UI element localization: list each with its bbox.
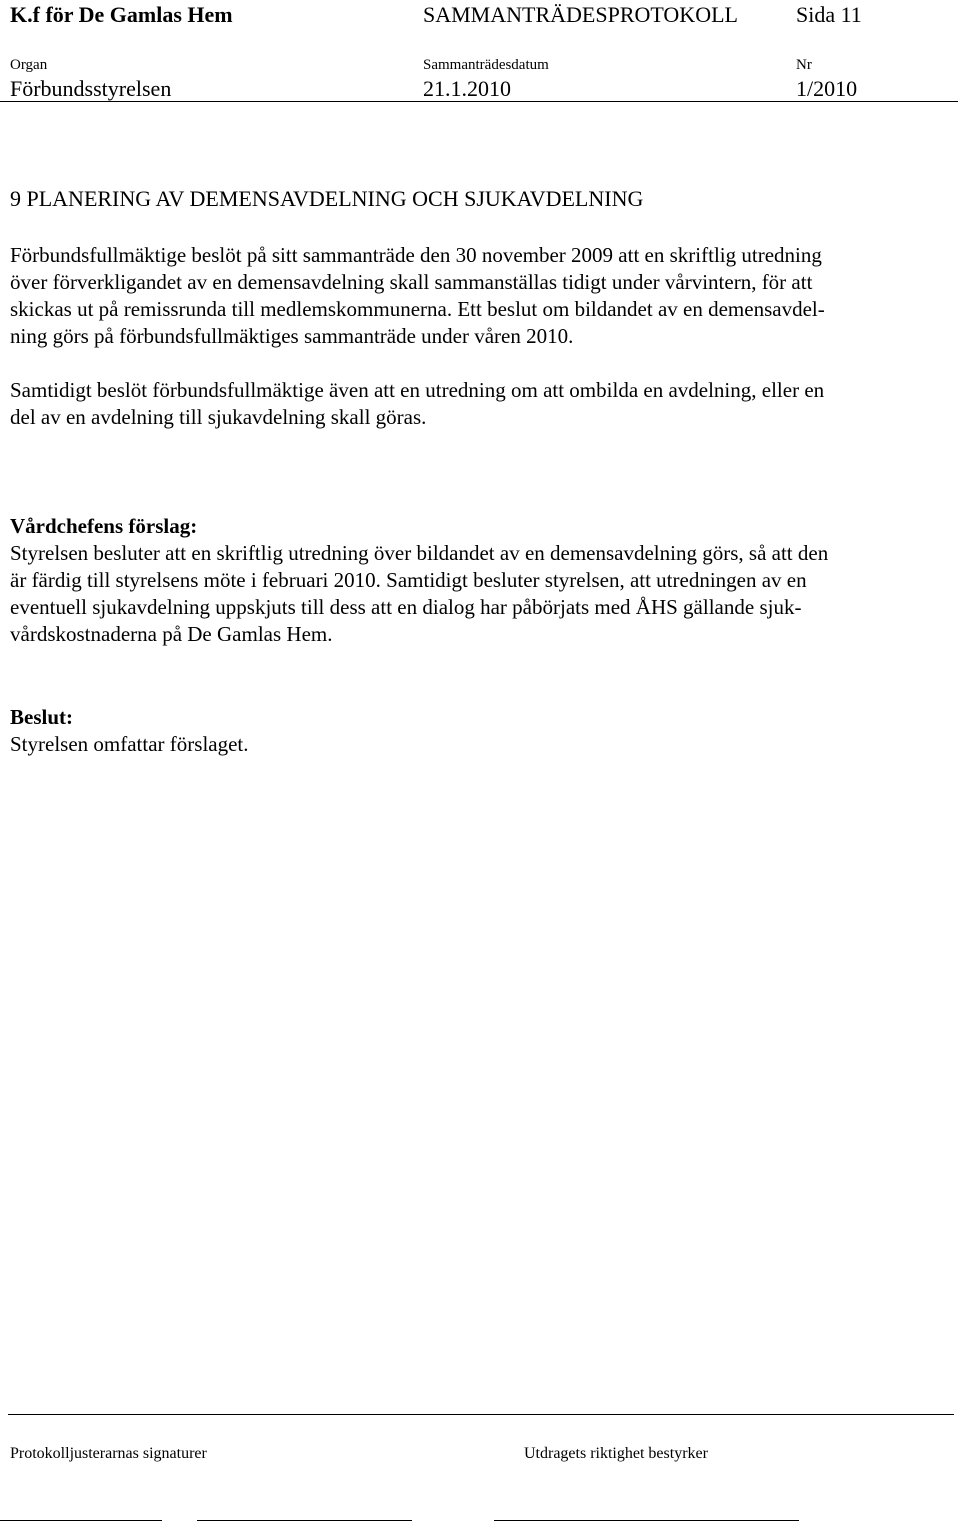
paragraph-line: Styrelsen besluter att en skriftlig utredning över bildandet av en demensavdelning görs, så att den	[10, 541, 829, 565]
meeting-date-value: 21.1.2010	[423, 76, 511, 101]
signature-line-2	[197, 1520, 412, 1521]
org-name: K.f för De Gamlas Hem	[10, 2, 233, 27]
organ-value: Förbundsstyrelsen	[10, 76, 172, 101]
header-divider	[0, 101, 958, 102]
paragraph-line: över förverkligandet av en demensavdelning skall sammanställas tidigt under vårvintern, för att	[10, 270, 813, 294]
paragraph-line: vårdskostnaderna på De Gamlas Hem.	[10, 622, 333, 646]
section-title: 9 PLANERING AV DEMENSAVDELNING OCH SJUKAVDELNING	[10, 186, 644, 211]
certify-label: Utdragets riktighet bestyrker	[524, 1445, 708, 1462]
paragraph-2	[10, 377, 950, 431]
paragraph-line: Samtidigt beslöt förbundsfullmäktige även att en utredning om att ombilda en avdelning, eller en	[10, 378, 825, 402]
signature-line-1	[0, 1520, 162, 1521]
organ-label: Organ	[10, 57, 48, 73]
paragraph-line: Förbundsfullmäktige beslöt på sitt sammanträde den 30 november 2009 att en skriftlig utredning	[10, 243, 822, 267]
paragraph-line: är färdig till styrelsens möte i februari 2010. Samtidigt besluter styrelsen, att utredningen av en	[10, 568, 807, 592]
paragraph-line: skickas ut på remissrunda till medlemskommunerna. Ett beslut om bildandet av en demensavdel-	[10, 297, 825, 321]
page-number: Sida 11	[796, 2, 862, 27]
paragraph-1	[10, 242, 950, 350]
paragraph-line: del av en avdelning till sjukavdelning skall göras.	[10, 405, 427, 429]
number-value: 1/2010	[796, 76, 858, 101]
document-type: SAMMANTRÄDESPROTOKOLL	[423, 2, 738, 27]
signatures-label: Protokolljusterarnas signaturer	[10, 1445, 207, 1462]
decision-heading: Beslut:	[10, 705, 73, 729]
meeting-date-label: Sammanträdesdatum	[423, 57, 549, 73]
footer-divider	[8, 1414, 954, 1415]
number-label: Nr	[796, 57, 812, 73]
certify-signature-line	[494, 1520, 799, 1521]
proposal-text	[10, 540, 950, 648]
paragraph-line: eventuell sjukavdelning uppskjuts till dess att en dialog har påbörjats med ÅHS gällande sjuk-	[10, 595, 802, 619]
proposal-heading: Vårdchefens förslag:	[10, 514, 198, 538]
paragraph-line: ning görs på förbundsfullmäktiges sammanträde under våren 2010.	[10, 324, 574, 348]
decision-text: Styrelsen omfattar förslaget.	[10, 732, 249, 756]
